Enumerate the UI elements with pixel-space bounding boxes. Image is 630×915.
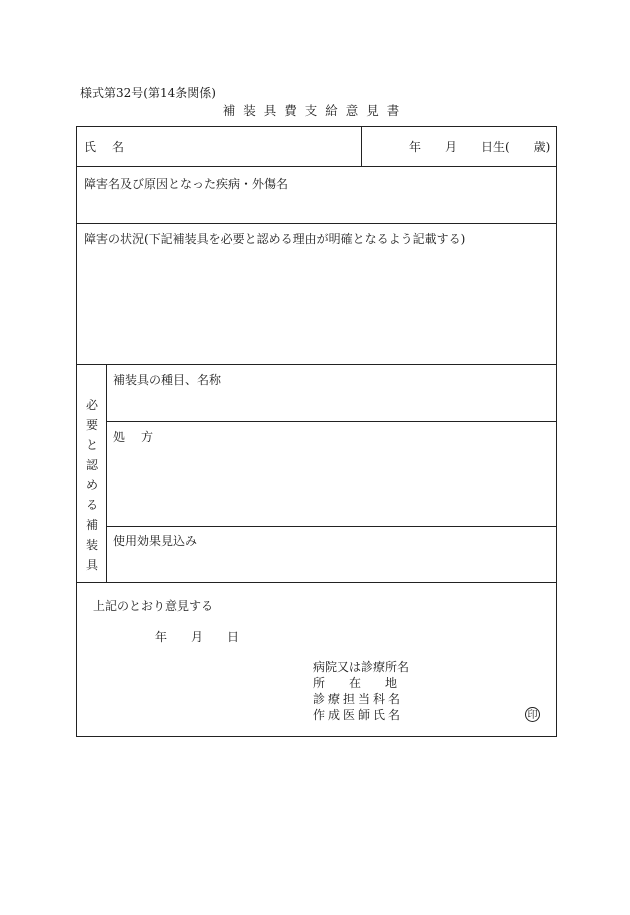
divider-device-type bbox=[107, 421, 557, 422]
hospital-name-label: 病院又は診療所名 bbox=[313, 660, 410, 674]
vertical-char: 補 bbox=[85, 518, 98, 532]
birth-date-label: 年 月 日生( 歳) bbox=[409, 140, 551, 154]
statement-date-label: 年 月 日 bbox=[155, 630, 240, 644]
name-label: 氏 名 bbox=[84, 140, 127, 154]
form-number: 様式第32号(第14条関係) bbox=[80, 86, 216, 100]
department-label: 診療担当科名 bbox=[313, 692, 404, 706]
condition-label: 障害の状況(下記補装具を必要と認める理由が明確となるよう記載する) bbox=[84, 232, 466, 246]
divider-device-block bbox=[76, 582, 557, 583]
vertical-char: 認 bbox=[85, 458, 98, 472]
vertical-char: 具 bbox=[85, 558, 98, 572]
divider-prescription bbox=[107, 526, 557, 527]
divider-name-birth bbox=[361, 126, 362, 166]
vertical-char: る bbox=[85, 498, 98, 512]
effect-outlook-label: 使用効果見込み bbox=[113, 534, 198, 548]
divider-diagnosis bbox=[76, 223, 557, 224]
diagnosis-label: 障害名及び原因となった疾病・外傷名 bbox=[84, 177, 289, 191]
page-title: 補装具費支給意見書 bbox=[222, 103, 408, 118]
divider-condition bbox=[76, 364, 557, 365]
vertical-char: と bbox=[85, 438, 98, 452]
doctor-name-label: 作成医師氏名 bbox=[313, 708, 404, 722]
seal-icon: 印 bbox=[525, 707, 540, 722]
divider-name-row bbox=[76, 166, 557, 167]
prescription-label: 処 方 bbox=[113, 430, 156, 444]
vertical-char: 装 bbox=[85, 538, 98, 552]
vertical-char: 必 bbox=[85, 398, 98, 412]
address-label: 所 在 地 bbox=[313, 676, 398, 690]
required-device-vertical-label bbox=[77, 395, 107, 575]
device-type-label: 補装具の種目、名称 bbox=[113, 373, 222, 387]
vertical-char: め bbox=[85, 478, 98, 492]
statement-text: 上記のとおり意見する bbox=[93, 599, 214, 613]
vertical-char: 要 bbox=[85, 418, 98, 432]
